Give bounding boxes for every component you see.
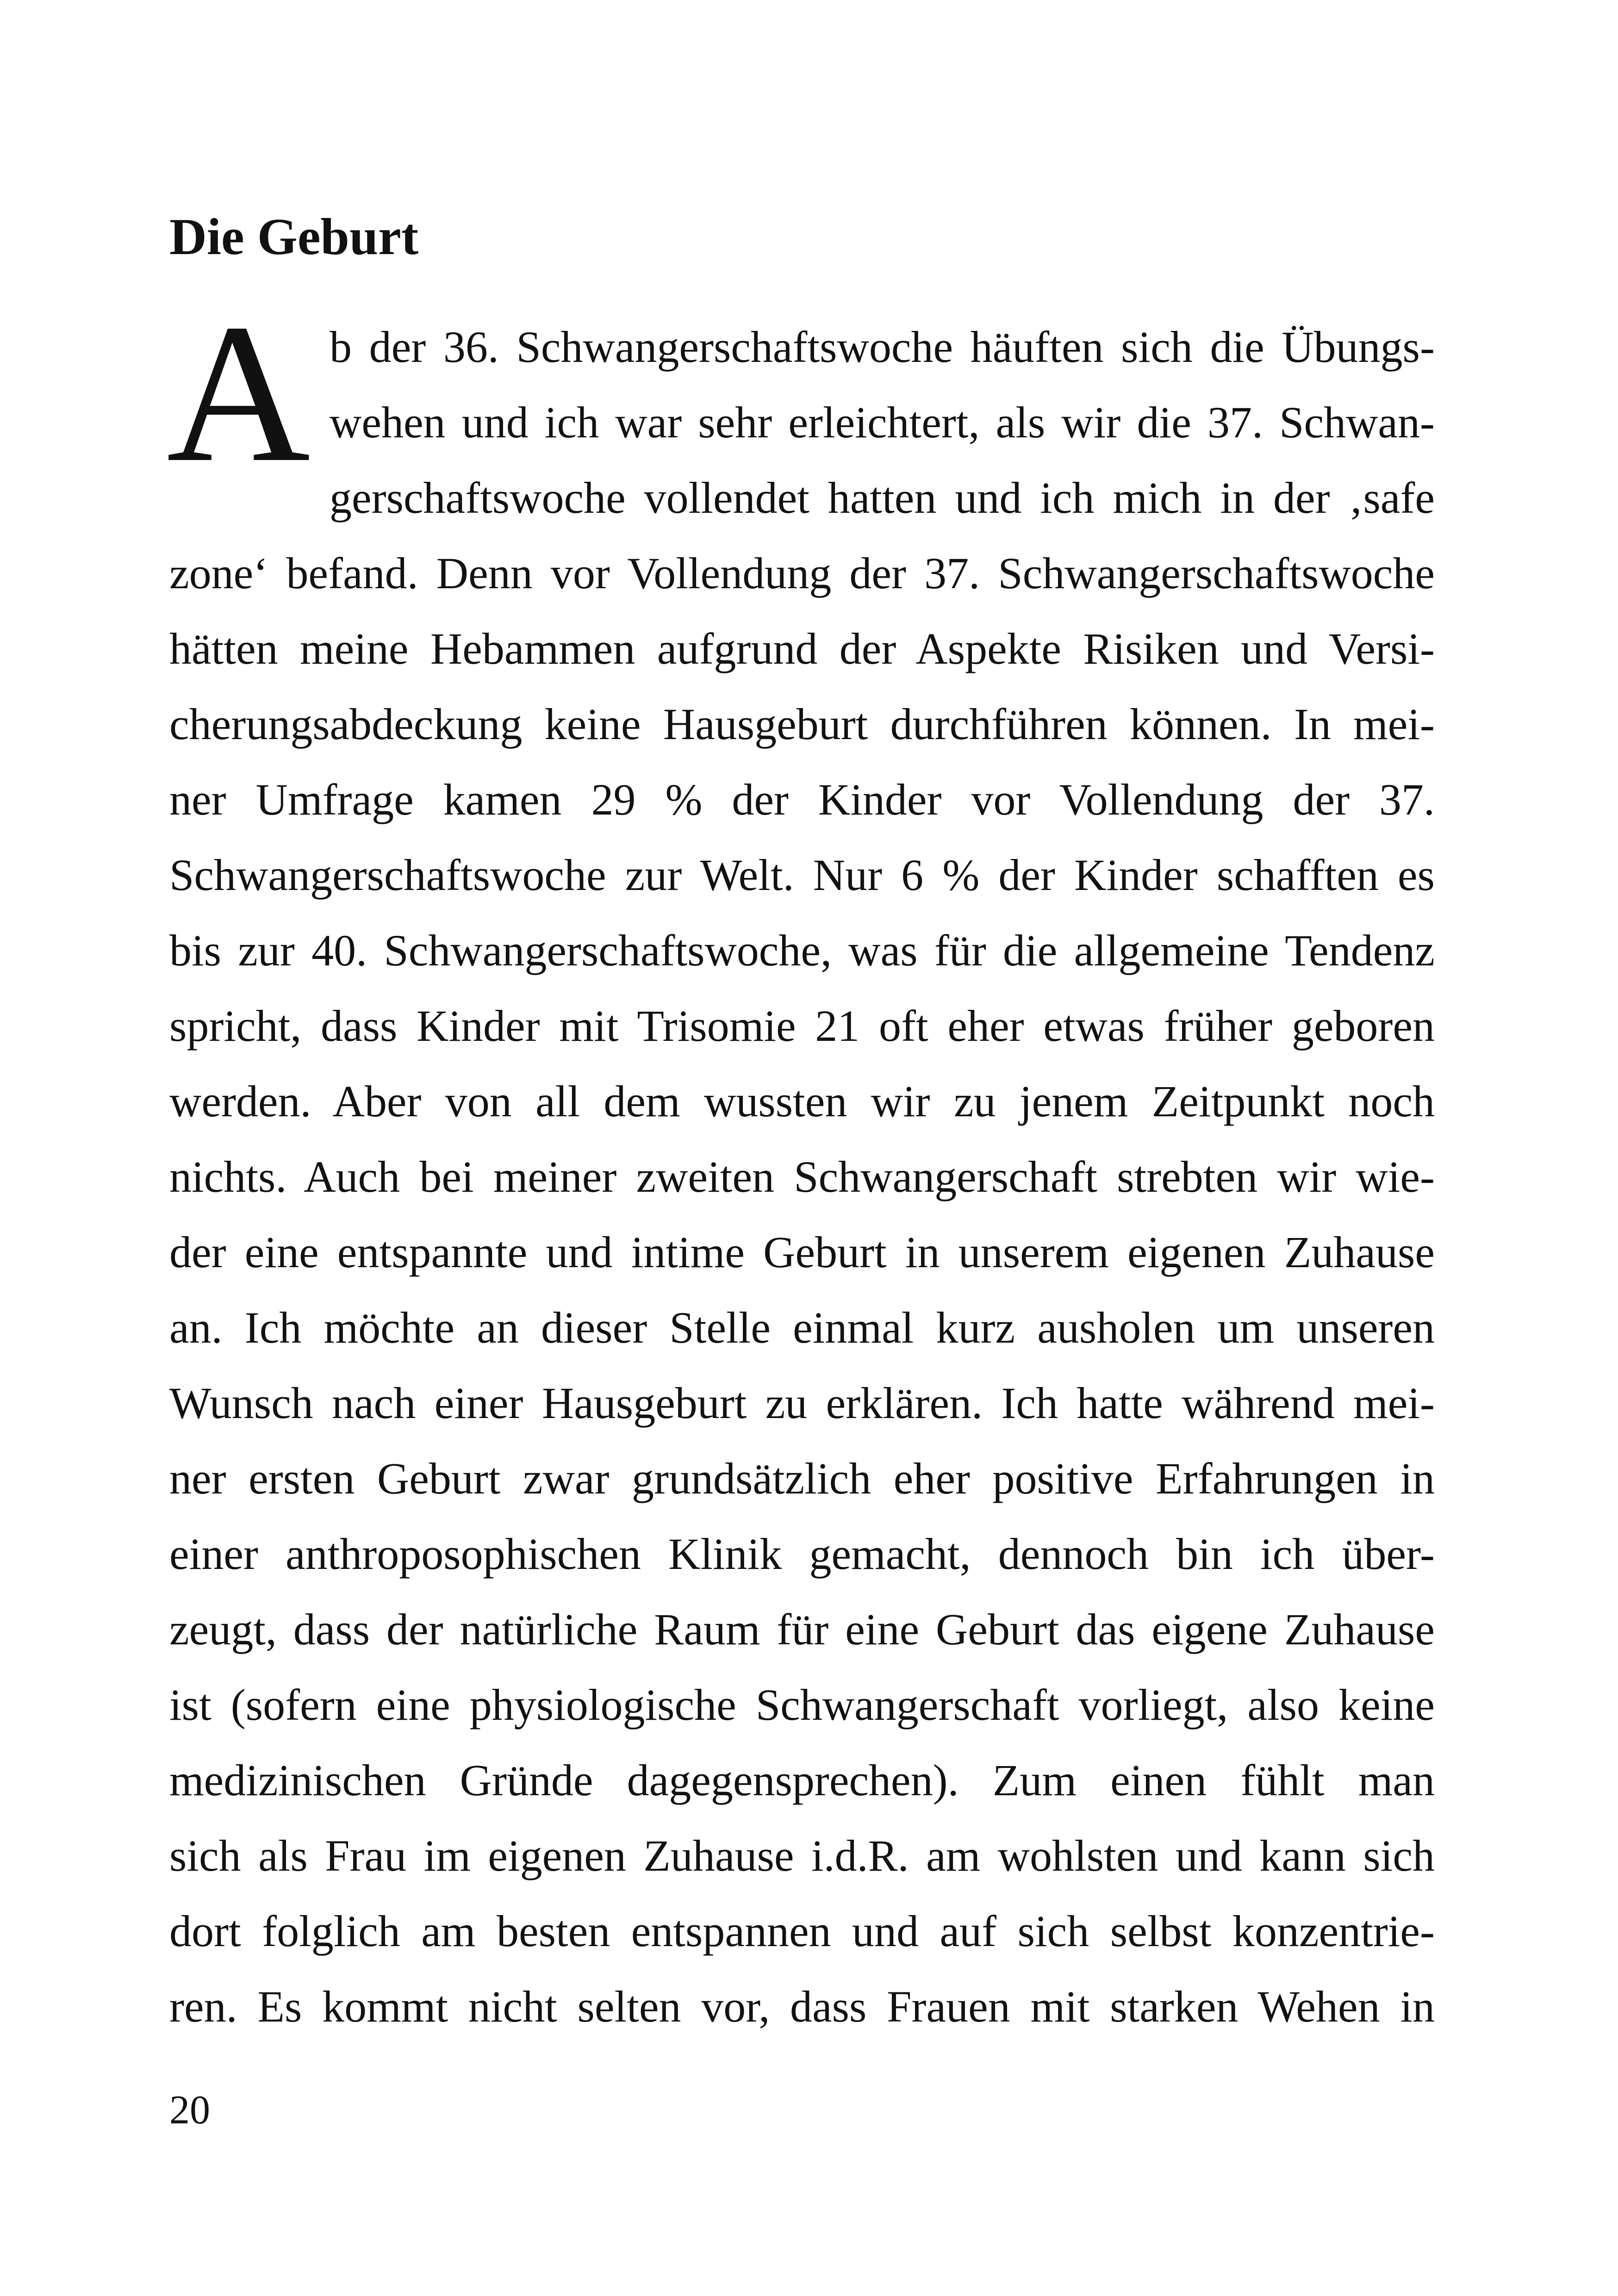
- text-line: ist (sofern eine physiologische Schwangerschaft vorliegt, also keine: [169, 1680, 1435, 1730]
- text-line: nichts. Auch bei meiner zweiten Schwangerschaft strebten wir wie-: [169, 1152, 1435, 1201]
- text-line: cherungsabdeckung keine Hausgeburt durchführen können. In mei-: [169, 699, 1435, 749]
- text-line: medizinischen Gründe dagegensprechen). Zum einen fühlt man: [169, 1755, 1435, 1805]
- text-line: zone‘ befand. Denn vor Vollendung der 37. Schwangerschaftswoche: [169, 548, 1435, 598]
- text-line: Schwangerschaftswoche zur Welt. Nur 6 % der Kinder schafften es: [169, 850, 1435, 900]
- drop-cap: A: [167, 283, 311, 504]
- text-line: b der 36. Schwangerschaftswoche häuften sich die Übungs-: [330, 322, 1435, 372]
- chapter-heading: Die Geburt: [169, 208, 419, 266]
- text-line: hätten meine Hebammen aufgrund der Aspekte Risiken und Versi-: [169, 624, 1435, 673]
- text-line: dort folglich am besten entspannen und auf sich selbst konzentrie-: [169, 1906, 1435, 1956]
- text-line: zeugt, dass der natürliche Raum für eine Geburt das eigene Zuhause: [169, 1605, 1435, 1654]
- text-line: sich als Frau im eigenen Zuhause i.d.R. am wohlsten und kann sich: [169, 1831, 1435, 1880]
- text-line: ner Umfrage kamen 29 % der Kinder vor Vollendung der 37.: [169, 775, 1435, 824]
- text-line: ner ersten Geburt zwar grundsätzlich eher positive Erfahrungen in: [169, 1454, 1435, 1503]
- text-line: werden. Aber von all dem wussten wir zu jenem Zeitpunkt noch: [169, 1076, 1435, 1126]
- text-line: einer anthroposophischen Klinik gemacht, dennoch bin ich über-: [169, 1529, 1435, 1579]
- text-line: wehen und ich war sehr erleichtert, als wir die 37. Schwan-: [330, 398, 1435, 447]
- text-line: Wunsch nach einer Hausgeburt zu erklären. Ich hatte während mei-: [169, 1378, 1435, 1428]
- text-line: gerschaftswoche vollendet hatten und ich mich in der ‚safe: [330, 473, 1435, 523]
- text-line: der eine entspannte und intime Geburt in unserem eigenen Zuhause: [169, 1227, 1435, 1277]
- text-line: bis zur 40. Schwangerschaftswoche, was für die allgemeine Tendenz: [169, 926, 1435, 975]
- text-line: ren. Es kommt nicht selten vor, dass Frauen mit starken Wehen in: [169, 1982, 1435, 2031]
- text-line: spricht, dass Kinder mit Trisomie 21 oft eher etwas früher geboren: [169, 1001, 1435, 1051]
- text-line: an. Ich möchte an dieser Stelle einmal kurz ausholen um unseren: [169, 1303, 1435, 1352]
- page-number: 20: [169, 2088, 210, 2133]
